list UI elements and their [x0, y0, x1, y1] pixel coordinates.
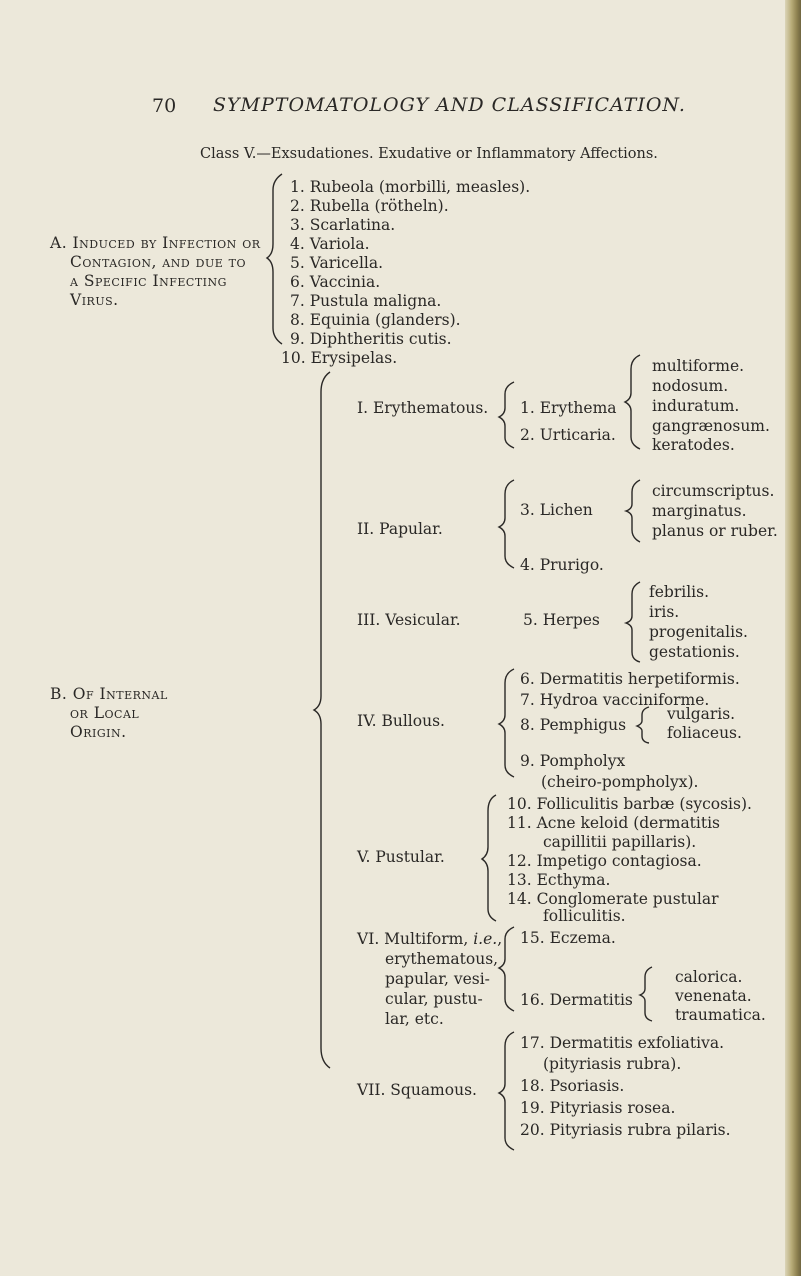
dermatitis-brace	[640, 965, 658, 1023]
order-ii-brace	[500, 478, 520, 570]
order-vi-line-5: lar, etc.	[385, 1010, 444, 1028]
herpes-variety-1: febrilis.	[649, 583, 709, 601]
bullous-item-9: 9. Pompholyx	[520, 752, 626, 770]
squamous-item-19: 19. Pityriasis rosea.	[520, 1099, 676, 1117]
erythema-variety-2: nodosum.	[652, 377, 729, 395]
bullous-item-6: 6. Dermatitis herpetiformis.	[520, 670, 740, 688]
order-vi-line-4: cular, pustu-	[385, 990, 483, 1008]
lichen-variety-1: circumscriptus.	[652, 482, 775, 500]
order-v: V. Pustular.	[357, 848, 445, 866]
order-i: I. Erythematous.	[357, 399, 489, 417]
lichen-variety-2: marginatus.	[652, 502, 747, 520]
order-vi-line-2: erythematous,	[385, 950, 499, 968]
order-vii-brace	[500, 1030, 520, 1152]
bullous-item-9b: (cheiro-pompholyx).	[541, 773, 699, 791]
prurigo: 4. Prurigo.	[520, 556, 604, 574]
order-v-brace	[484, 793, 504, 923]
pemphigus-label: 8. Pemphigus	[520, 716, 627, 734]
pustular-item-10: 10. Folliculitis barbæ (sycosis).	[507, 795, 752, 813]
group-a-label-2: Contagion, and due to	[70, 253, 247, 271]
order-iv: IV. Bullous.	[357, 712, 445, 730]
herpes-label: 5. Herpes	[523, 611, 600, 629]
a-item-2: 2. Rubella (rötheln).	[290, 197, 449, 215]
a-item-8: 8. Equinia (glanders).	[290, 311, 461, 329]
pustular-item-14b: folliculitis.	[543, 907, 626, 925]
page-edge	[785, 0, 801, 1276]
pustular-item-14: 14. Conglomerate pustular	[507, 890, 719, 908]
a-item-7: 7. Pustula maligna.	[290, 292, 442, 310]
erythema-variety-5: keratodes.	[652, 436, 735, 454]
order-iii: III. Vesicular.	[357, 611, 461, 629]
pustular-item-13: 13. Ecthyma.	[507, 871, 611, 889]
class-heading: Class V.—Exsudationes. Exudative or Inflammatory Affections.	[200, 146, 658, 162]
lichen-label: 3. Lichen	[520, 501, 593, 519]
order-i-brace	[500, 380, 520, 450]
bullous-item-7: 7. Hydroa vacciniforme.	[520, 691, 710, 709]
herpes-variety-4: gestationis.	[649, 643, 740, 661]
a-item-5: 5. Varicella.	[290, 254, 384, 272]
group-b-label-2: or Local	[70, 704, 140, 722]
dermatitis-variety-1: calorica.	[675, 968, 743, 986]
order-ii: II. Papular.	[357, 520, 443, 538]
group-a-label-4: Virus.	[70, 291, 119, 309]
pemphigus-variety-2: foliaceus.	[667, 724, 742, 742]
urticaria: 2. Urticaria.	[520, 426, 616, 444]
squamous-item-20: 20. Pityriasis rubra pilaris.	[520, 1121, 731, 1139]
a-item-3: 3. Scarlatina.	[290, 216, 396, 234]
erythema-variety-1: multiforme.	[652, 357, 745, 375]
group-a-label-1: A. Induced by Infection or	[50, 234, 261, 252]
a-item-9: 9. Diphtheritis cutis.	[290, 330, 452, 348]
a-item-6: 6. Vaccinia.	[290, 273, 381, 291]
herpes-variety-2: iris.	[649, 603, 680, 621]
group-b-brace	[316, 370, 336, 1070]
dermatitis-variety-3: traumatica.	[675, 1006, 766, 1024]
erythema-variety-3: induratum.	[652, 397, 740, 415]
group-b-label-1: B. Of Internal	[50, 685, 168, 703]
herpes-brace	[626, 580, 646, 664]
squamous-item-17: 17. Dermatitis exfoliativa.	[520, 1034, 725, 1052]
order-iv-brace	[500, 667, 520, 779]
group-a-brace	[268, 172, 288, 348]
squamous-item-17b: (pityriasis rubra).	[543, 1055, 682, 1073]
eczema: 15. Eczema.	[520, 929, 616, 947]
dermatitis-variety-2: venenata.	[675, 987, 752, 1005]
erythema-brace	[626, 353, 646, 453]
squamous-item-18: 18. Psoriasis.	[520, 1077, 625, 1095]
a-item-4: 4. Variola.	[290, 235, 370, 253]
page-number: 70	[152, 95, 177, 117]
order-vi-line-1: VI. Multiform, i.e.,	[357, 930, 503, 948]
erythema-label: 1. Erythema	[520, 399, 617, 417]
lichen-brace	[626, 478, 646, 544]
herpes-variety-3: progenitalis.	[649, 623, 748, 641]
pemphigus-brace	[637, 705, 653, 745]
dermatitis-label: 16. Dermatitis	[520, 991, 633, 1009]
erythema-variety-4: gangrænosum.	[652, 417, 770, 435]
group-a-label-3: a Specific Infecting	[70, 272, 227, 290]
a-item-10: 10. Erysipelas.	[281, 349, 398, 367]
running-head: SYMPTOMATOLOGY AND CLASSIFICATION.	[213, 94, 686, 116]
lichen-variety-3: planus or ruber.	[652, 522, 778, 540]
pustular-item-11b: capillitii papillaris).	[543, 833, 697, 851]
pustular-item-11: 11. Acne keloid (dermatitis	[507, 814, 721, 832]
pemphigus-variety-1: vulgaris.	[667, 705, 736, 723]
a-item-1: 1. Rubeola (morbilli, measles).	[290, 178, 531, 196]
pustular-item-12: 12. Impetigo contagiosa.	[507, 852, 702, 870]
group-b-label-3: Origin.	[70, 723, 127, 741]
order-vi-brace	[500, 925, 520, 1013]
order-vi-line-3: papular, vesi-	[385, 970, 490, 988]
order-vii: VII. Squamous.	[357, 1081, 477, 1099]
